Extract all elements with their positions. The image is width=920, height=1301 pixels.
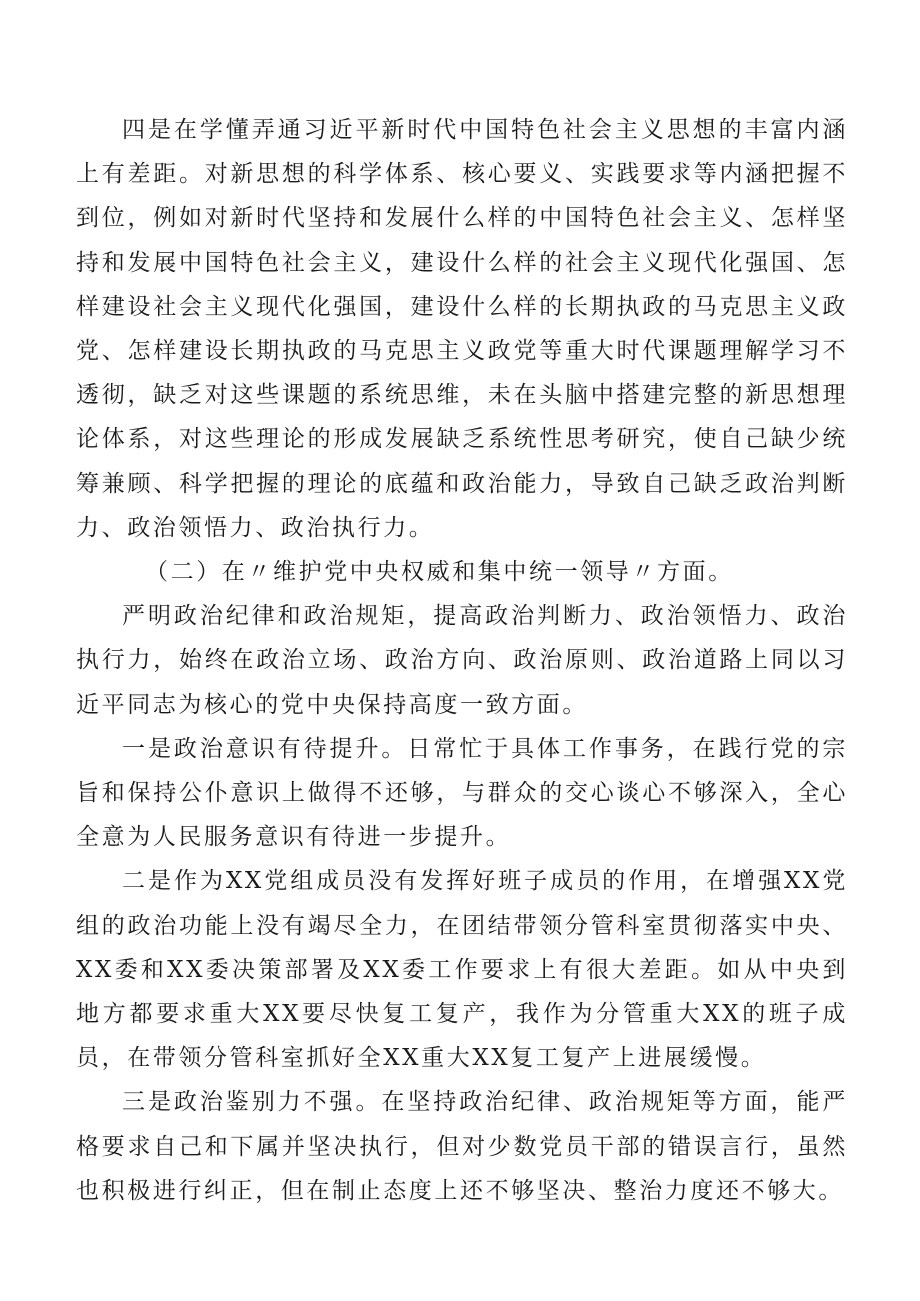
paragraph-party-group-role: 二是作为XX党组成员没有发挥好班子成员的作用，在增强XX党组的政治功能上没有竭尽全力，在团结带领分管科室贯彻落实中央、XX委和XX委决策部署及XX委工作要求上有很大差距。如从中央到地方都要求重大XX要尽快复工复产，我作为分管重大XX的班子成员，在带领分管科室抓好全XX重大XX复工复产上进展缓慢。 xyxy=(76,868,848,1072)
paragraph-political-discernment: 三是政治鉴别力不强。在坚持政治纪律、政治规矩等方面，能严格要求自己和下属并坚决执行，但对少数党员干部的错误言行，虽然也积极进行纠正，但在制止态度上还不够坚决、整治力度还不够大。 xyxy=(76,1089,848,1204)
paragraph-political-awareness: 一是政治意识有待提升。日常忙于具体工作事务，在践行党的宗旨和保持公仆意识上做得不还够，与群众的交心谈心不够深入，全心全意为人民服务意识有待进一步提升。 xyxy=(76,735,848,851)
section-heading-authority: （二）在〃维护党中央权威和集中统一领导〃方面。 xyxy=(145,559,734,586)
paragraph-political-discipline: 严明政治纪律和政治规矩，提高政治判断力、政治领悟力、政治执行力，始终在政治立场、政治方向、政治原则、政治道路上同以习近平同志为核心的党中央保持高度一致方面。 xyxy=(76,603,848,718)
paragraph-theory-gap: 四是在学懂弄通习近平新时代中国特色社会主义思想的丰富内涵上有差距。对新思想的科学体系、核心要义、实践要求等内涵把握不到位，例如对新时代坚持和发展什么样的中国特色社会主义、怎样坚持和发展中国特色社会主义，建设什么样的社会主义现代化强国、怎样建设社会主义现代化强国，建设什么样的长期执政的马克思主义政党、怎样建设长期执政的马克思主义政党等重大时代课题理解学习不透彻，缺乏对这些课题的系统思维，未在头脑中搭建完整的新思想理论体系，对这些理论的形成发展缺乏系统性思考研究，使自己缺少统筹兼顾、科学把握的理论的底蕴和政治能力，导致自己缺乏政治判断力、政治领悟力、政治执行力。 xyxy=(76,117,848,541)
document-body xyxy=(76,108,848,1213)
